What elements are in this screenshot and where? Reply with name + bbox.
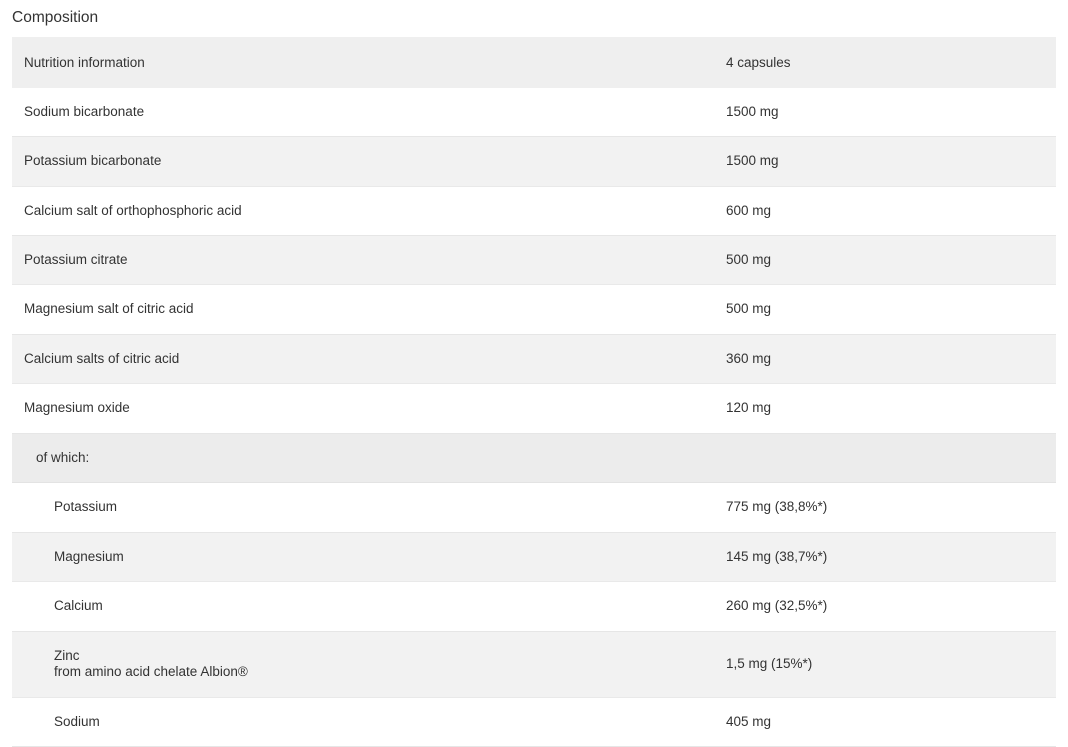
row-value: 120 mg bbox=[714, 384, 1056, 433]
row-value bbox=[714, 433, 1056, 482]
row-label: Magnesium oxide bbox=[12, 384, 714, 433]
table-row bbox=[12, 697, 1056, 746]
row-value: 260 mg (32,5%*) bbox=[714, 582, 1056, 631]
row-label: Magnesium salt of citric acid bbox=[12, 285, 714, 334]
table-row bbox=[12, 631, 1056, 697]
row-label: Magnesium bbox=[12, 532, 714, 581]
page-title: Composition bbox=[12, 9, 99, 26]
row-value: 600 mg bbox=[714, 186, 1056, 235]
table-row bbox=[12, 334, 1056, 383]
table-body bbox=[12, 88, 1056, 747]
table-row bbox=[12, 483, 1056, 532]
row-value: 1500 mg bbox=[714, 88, 1056, 137]
row-label: of which: bbox=[12, 433, 714, 482]
table-row bbox=[12, 384, 1056, 433]
row-label: Calcium bbox=[12, 582, 714, 631]
row-value: 1500 mg bbox=[714, 137, 1056, 186]
composition-table bbox=[12, 37, 1056, 747]
table-header bbox=[12, 37, 1056, 88]
row-label-multiline bbox=[12, 631, 714, 697]
row-label: Sodium bicarbonate bbox=[12, 88, 714, 137]
table-row bbox=[12, 582, 1056, 631]
row-label: Zinc bbox=[54, 647, 80, 663]
table-row bbox=[12, 88, 1056, 137]
row-label: Potassium citrate bbox=[12, 236, 714, 285]
row-value: 405 mg bbox=[714, 697, 1056, 746]
row-value: 500 mg bbox=[714, 236, 1056, 285]
column-header-serving: 4 capsules bbox=[714, 37, 1056, 88]
row-value: 1,5 mg (15%*) bbox=[714, 631, 1056, 697]
table-header-row bbox=[12, 37, 1056, 88]
row-value: 500 mg bbox=[714, 285, 1056, 334]
table-row bbox=[12, 532, 1056, 581]
row-label: Potassium bbox=[12, 483, 714, 532]
row-label: Sodium bbox=[12, 697, 714, 746]
column-header-nutrition-information: Nutrition information bbox=[12, 37, 714, 88]
table-row-group-header bbox=[12, 433, 1056, 482]
row-label: Calcium salt of orthophosphoric acid bbox=[12, 186, 714, 235]
table-row bbox=[12, 137, 1056, 186]
row-label: Calcium salts of citric acid bbox=[12, 334, 714, 383]
row-value: 360 mg bbox=[714, 334, 1056, 383]
table-row bbox=[12, 236, 1056, 285]
table-row bbox=[12, 285, 1056, 334]
row-label: Potassium bicarbonate bbox=[12, 137, 714, 186]
row-value: 775 mg (38,8%*) bbox=[714, 483, 1056, 532]
row-value: 145 mg (38,7%*) bbox=[714, 532, 1056, 581]
row-label-secondary: from amino acid chelate Albion® bbox=[54, 664, 248, 680]
table-row bbox=[12, 186, 1056, 235]
